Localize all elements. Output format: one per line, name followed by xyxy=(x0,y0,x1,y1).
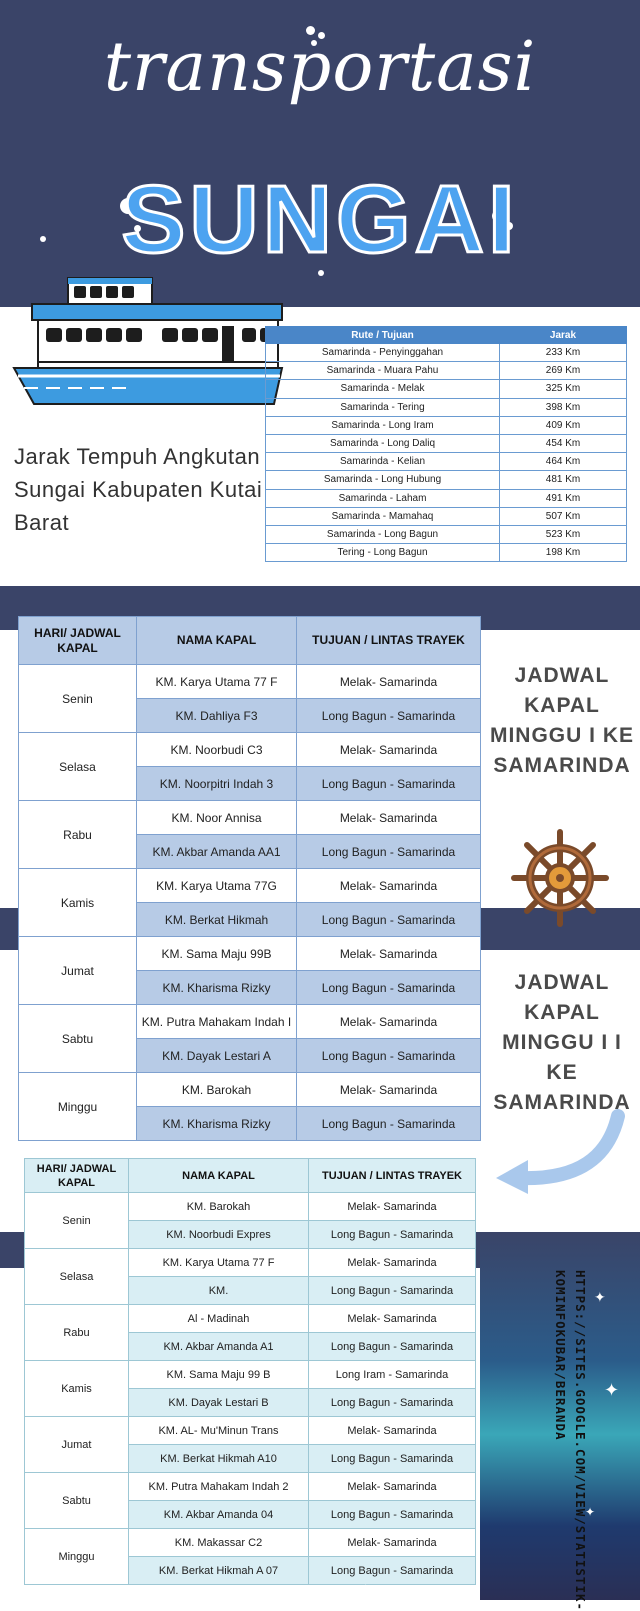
column-header: Jarak xyxy=(500,327,627,344)
ship-cell: KM. xyxy=(129,1277,309,1305)
route-cell: Long Bagun - Samarinda xyxy=(297,835,481,869)
route-cell: Long Bagun - Samarinda xyxy=(297,1107,481,1141)
star-icon: ✦ xyxy=(585,1505,596,1519)
route-cell: Long Bagun - Samarinda xyxy=(309,1557,476,1585)
ship-cell: KM. Akbar Amanda AA1 xyxy=(137,835,297,869)
table-row xyxy=(25,1193,476,1221)
ship-cell: KM. Berkat Hikmah A 07 xyxy=(129,1557,309,1585)
table-row xyxy=(266,453,627,471)
ship-cell: KM. AL- Mu'Minun Trans xyxy=(129,1417,309,1445)
table-row xyxy=(266,416,627,434)
day-cell: Minggu xyxy=(25,1529,129,1585)
route-cell: Samarinda - Long Hubung xyxy=(266,471,500,489)
table-row xyxy=(266,489,627,507)
route-cell: Long Bagun - Samarinda xyxy=(309,1445,476,1473)
distance-cell: 491 Km xyxy=(500,489,627,507)
route-cell: Melak- Samarinda xyxy=(309,1417,476,1445)
table-row xyxy=(266,344,627,362)
ship-cell: KM. Putra Mahakam Indah 2 xyxy=(129,1473,309,1501)
ship-cell: KM. Akbar Amanda 04 xyxy=(129,1501,309,1529)
ship-cell: KM. Karya Utama 77 F xyxy=(137,665,297,699)
distance-cell: 481 Km xyxy=(500,471,627,489)
route-cell: Melak- Samarinda xyxy=(297,665,481,699)
route-cell: Samarinda - Long Bagun xyxy=(266,525,500,543)
route-cell: Melak- Samarinda xyxy=(309,1529,476,1557)
ship-cell: KM. Barokah xyxy=(137,1073,297,1107)
table-row xyxy=(266,362,627,380)
ship-cell: KM. Noorbudi C3 xyxy=(137,733,297,767)
ship-cell: KM. Berkat Hikmah xyxy=(137,903,297,937)
route-cell: Samarinda - Laham xyxy=(266,489,500,507)
distance-cell: 454 Km xyxy=(500,434,627,452)
arrow-icon xyxy=(488,1108,628,1198)
distance-cell: 325 Km xyxy=(500,380,627,398)
route-cell: Long Bagun - Samarinda xyxy=(297,971,481,1005)
day-cell: Senin xyxy=(19,665,137,733)
distance-cell: 523 Km xyxy=(500,525,627,543)
route-cell: Melak- Samarinda xyxy=(309,1193,476,1221)
route-distance-table xyxy=(265,326,627,562)
route-cell: Long Bagun - Samarinda xyxy=(309,1333,476,1361)
description-text: Jarak Tempuh Angkutan Sungai Kabupaten Kutai Barat xyxy=(14,444,263,535)
route-cell: Long Bagun - Samarinda xyxy=(297,767,481,801)
table-row xyxy=(19,869,481,903)
table-row xyxy=(266,471,627,489)
column-header: NAMA KAPAL xyxy=(137,617,297,665)
day-cell: Jumat xyxy=(25,1417,129,1473)
schedule-table-week-2 xyxy=(24,1158,476,1585)
day-cell: Kamis xyxy=(25,1361,129,1417)
day-cell: Sabtu xyxy=(19,1005,137,1073)
route-cell: Samarinda - Melak xyxy=(266,380,500,398)
day-cell: Rabu xyxy=(25,1305,129,1361)
route-cell: Long Bagun - Samarinda xyxy=(309,1389,476,1417)
ship-cell: KM. Noorbudi Expres xyxy=(129,1221,309,1249)
star-icon: ✦ xyxy=(594,1290,606,1306)
route-cell: Samarinda - Penyinggahan xyxy=(266,344,500,362)
route-cell: Melak- Samarinda xyxy=(309,1249,476,1277)
ship-cell: KM. Barokah xyxy=(129,1193,309,1221)
distance-cell: 507 Km xyxy=(500,507,627,525)
table-row xyxy=(25,1417,476,1445)
boat-icon xyxy=(12,276,287,416)
ship-cell: KM. Berkat Hikmah A10 xyxy=(129,1445,309,1473)
column-header: TUJUAN / LINTAS TRAYEK xyxy=(309,1159,476,1193)
day-cell: Minggu xyxy=(19,1073,137,1141)
route-cell: Melak- Samarinda xyxy=(309,1305,476,1333)
day-cell: Jumat xyxy=(19,937,137,1005)
distance-cell: 269 Km xyxy=(500,362,627,380)
column-header: HARI/ JADWAL KAPAL xyxy=(19,617,137,665)
distance-cell: 409 Km xyxy=(500,416,627,434)
star-icon: ✦ xyxy=(604,1380,620,1401)
route-cell: Long Iram - Samarinda xyxy=(309,1361,476,1389)
distance-cell: 464 Km xyxy=(500,453,627,471)
table-row xyxy=(19,1005,481,1039)
table-row xyxy=(19,937,481,971)
route-cell: Samarinda - Mamahaq xyxy=(266,507,500,525)
route-cell: Samarinda - Tering xyxy=(266,398,500,416)
ship-cell: KM. Putra Mahakam Indah I xyxy=(137,1005,297,1039)
column-header: TUJUAN / LINTAS TRAYEK xyxy=(297,617,481,665)
ship-cell: KM. Karya Utama 77G xyxy=(137,869,297,903)
ship-cell: KM. Sama Maju 99 B xyxy=(129,1361,309,1389)
route-cell: Melak- Samarinda xyxy=(297,1073,481,1107)
ship-cell: KM. Sama Maju 99B xyxy=(137,937,297,971)
route-cell: Samarinda - Muara Pahu xyxy=(266,362,500,380)
distance-cell: 398 Km xyxy=(500,398,627,416)
ship-cell: KM. Noorpitri Indah 3 xyxy=(137,767,297,801)
route-cell: Melak- Samarinda xyxy=(297,937,481,971)
route-cell: Samarinda - Long Iram xyxy=(266,416,500,434)
table-row xyxy=(266,398,627,416)
column-header: HARI/ JADWAL KAPAL xyxy=(25,1159,129,1193)
ship-cell: KM. Dahliya F3 xyxy=(137,699,297,733)
ship-cell: KM. Kharisma Rizky xyxy=(137,1107,297,1141)
table-row xyxy=(19,733,481,767)
day-cell: Senin xyxy=(25,1193,129,1249)
route-cell: Long Bagun - Samarinda xyxy=(297,903,481,937)
table-row xyxy=(19,665,481,699)
route-cell: Tering - Long Bagun xyxy=(266,544,500,562)
table-row xyxy=(25,1473,476,1501)
schedule-table-week-1 xyxy=(18,616,481,1141)
day-cell: Selasa xyxy=(25,1249,129,1305)
table-row xyxy=(266,507,627,525)
page-title: SUNGAI xyxy=(121,166,519,273)
source-url: HTTPS://SITES.GOOGLE.COM/VIEW/STATISTIK-KOMINFOKUBAR/BERANDA xyxy=(553,1270,588,1611)
ship-cell: KM. Karya Utama 77 F xyxy=(129,1249,309,1277)
week-2-heading: JADWAL KAPAL MINGGU I I KE SAMARINDA xyxy=(493,971,631,1114)
day-cell: Kamis xyxy=(19,869,137,937)
star-icon: ✦ xyxy=(360,1582,372,1598)
ship-cell: KM. Dayak Lestari B xyxy=(129,1389,309,1417)
table-row xyxy=(25,1529,476,1557)
table-row xyxy=(25,1249,476,1277)
table-row xyxy=(266,434,627,452)
route-cell: Long Bagun - Samarinda xyxy=(309,1501,476,1529)
route-cell: Samarinda - Kelian xyxy=(266,453,500,471)
distance-cell: 198 Km xyxy=(500,544,627,562)
day-cell: Sabtu xyxy=(25,1473,129,1529)
ship-cell: KM. Dayak Lestari A xyxy=(137,1039,297,1073)
route-cell: Long Bagun - Samarinda xyxy=(297,1039,481,1073)
column-header: NAMA KAPAL xyxy=(129,1159,309,1193)
ship-cell: KM. Kharisma Rizky xyxy=(137,971,297,1005)
route-cell: Melak- Samarinda xyxy=(297,869,481,903)
ship-cell: KM. Akbar Amanda A1 xyxy=(129,1333,309,1361)
day-cell: Selasa xyxy=(19,733,137,801)
table-row xyxy=(266,380,627,398)
ship-cell: Al - Madinah xyxy=(129,1305,309,1333)
week-1-heading: JADWAL KAPAL MINGGU I KE SAMARINDA xyxy=(489,664,634,777)
route-cell: Long Bagun - Samarinda xyxy=(297,699,481,733)
distance-cell: 233 Km xyxy=(500,344,627,362)
table-row xyxy=(19,801,481,835)
route-cell: Melak- Samarinda xyxy=(309,1473,476,1501)
route-cell: Long Bagun - Samarinda xyxy=(309,1221,476,1249)
day-cell: Rabu xyxy=(19,801,137,869)
table-row xyxy=(19,1073,481,1107)
ship-cell: KM. Makassar C2 xyxy=(129,1529,309,1557)
title-top: transportasi xyxy=(103,28,537,107)
route-cell: Samarinda - Long Daliq xyxy=(266,434,500,452)
column-header: Rute / Tujuan xyxy=(266,327,500,344)
table-row xyxy=(25,1305,476,1333)
table-row xyxy=(25,1361,476,1389)
ship-cell: KM. Noor Annisa xyxy=(137,801,297,835)
route-cell: Long Bagun - Samarinda xyxy=(309,1277,476,1305)
table-row xyxy=(266,525,627,543)
route-cell: Melak- Samarinda xyxy=(297,1005,481,1039)
route-cell: Melak- Samarinda xyxy=(297,733,481,767)
table-row xyxy=(266,544,627,562)
route-cell: Melak- Samarinda xyxy=(297,801,481,835)
ship-wheel-icon xyxy=(510,828,610,928)
